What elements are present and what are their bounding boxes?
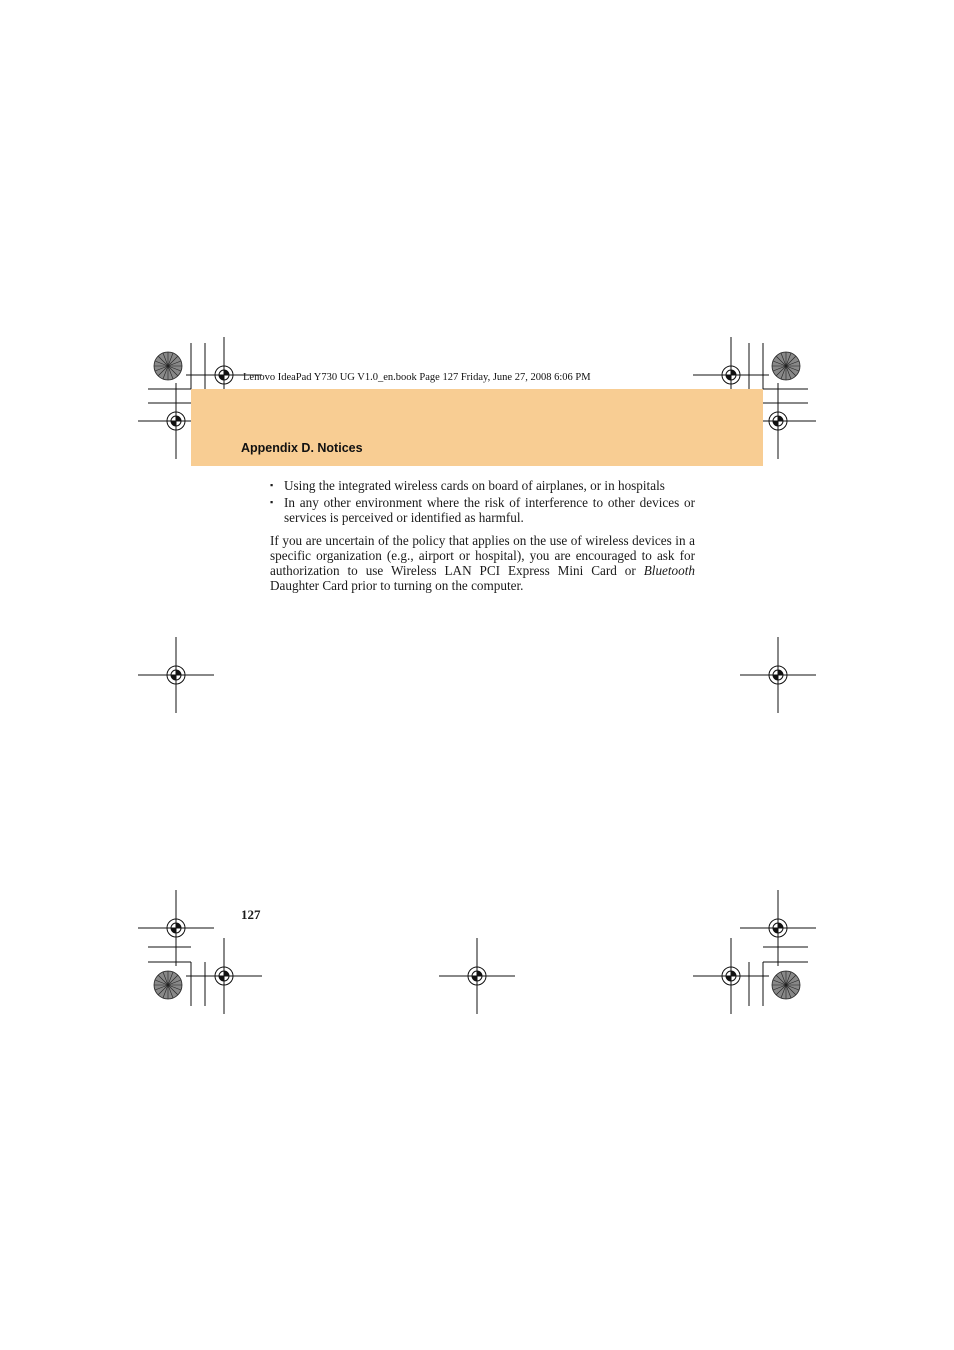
bullet-list	[270, 478, 695, 525]
paragraph-text-end: Daughter Card prior to turning on the computer.	[270, 578, 524, 593]
bullet-icon: ▪	[270, 497, 274, 507]
paragraph-text: If you are uncertain of the policy that applies on the use of wireless devices in a specific organization (e.g., airport or hospital), you are encouraged to ask for authorization to use Wireless LAN PCI Express Mini Card or	[270, 533, 695, 578]
list-item-text: In any other environment where the risk of interference to other devices or services is perceived or identified as harmful.	[284, 495, 695, 525]
section-title: Appendix D. Notices	[241, 441, 363, 455]
bullet-icon: ▪	[270, 480, 274, 490]
list-item	[270, 495, 695, 525]
book-slug-line: Lenovo IdeaPad Y730 UG V1.0_en.book Page 127 Friday, June 27, 2008 6:06 PM	[243, 372, 591, 383]
paragraph-italic-text: Bluetooth	[643, 563, 695, 578]
list-item-text: Using the integrated wireless cards on board of airplanes, or in hospitals	[284, 478, 665, 493]
list-item	[270, 478, 695, 493]
page-number: 127	[241, 907, 261, 922]
body-paragraph	[270, 533, 695, 593]
main-content	[270, 478, 695, 606]
